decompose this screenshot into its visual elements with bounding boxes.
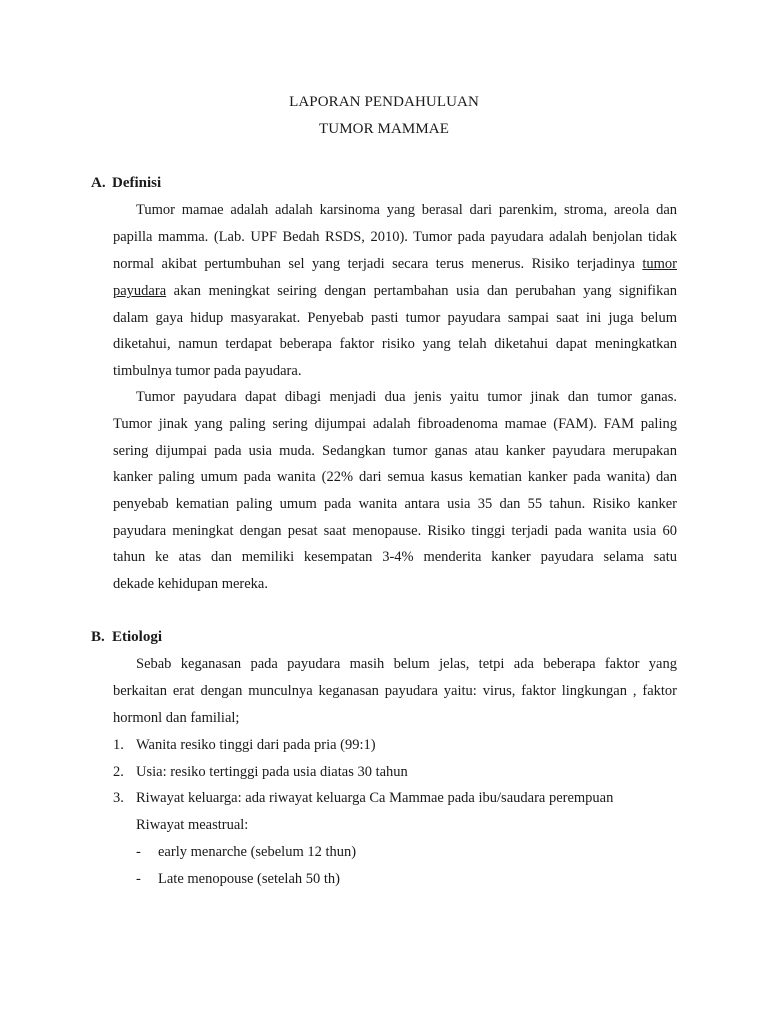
paragraph-line: payudara meningkat dengan pesat saat menopause. Risiko tinggi terjadi pada wanita usia 60 [113,523,677,539]
paragraph-line: berkaitan erat dengan munculnya keganasan payudara yaitu: virus, faktor lingkungan , faktor [113,683,677,699]
section-b-title: Etiologi [112,629,163,645]
paragraph-line: papilla mamma. (Lab. UPF Bedah RSDS, 2010). Tumor pada payudara adalah benjolan tidak [113,229,677,245]
sublist-bullet: - [136,844,141,860]
list-item: Usia: resiko tertinggi pada usia diatas 30 tahun [136,764,408,780]
paragraph-line: Tumor jinak yang paling sering dijumpai adalah fibroadenoma mamae (FAM). FAM paling [113,416,677,432]
paragraph-line [113,255,677,273]
document-subtitle: TUMOR MAMMAE [319,121,449,137]
paragraph-text: normal akibat pertumbuhan sel yang terjadi secara terus menerus. Risiko terjadinya [113,256,635,272]
paragraph-line: dekade kehidupan mereka. [113,576,268,592]
paragraph-line: Tumor payudara dapat dibagi menjadi dua jenis yaitu tumor jinak dan tumor ganas. [136,389,677,405]
sublist-bullet: - [136,871,141,887]
section-a-heading [91,175,161,192]
paragraph-line: dalam gaya hidup masyarakat. Penyebab pasti tumor payudara sampai saat ini juga belum [113,310,677,326]
underlined-term: tumor [642,256,677,272]
section-b-heading [91,629,162,646]
document-title: LAPORAN PENDAHULUAN [289,94,479,110]
sublist-title: Riwayat meastrual: [136,817,249,833]
list-number: 1. [113,737,124,753]
list-item: Riwayat keluarga: ada riwayat keluarga Ca Mammae pada ibu/saudara perempuan [136,790,614,806]
paragraph-line [113,282,677,300]
section-a-letter: A. [91,175,106,191]
section-a-title: Definisi [112,175,162,191]
section-b-letter: B. [91,629,105,645]
paragraph-line: Tumor mamae adalah adalah karsinoma yang berasal dari parenkim, stroma, areola dan [136,202,677,218]
list-number: 2. [113,764,124,780]
paragraph-line: diketahui, namun terdapat beberapa faktor risiko yang telah diketahui dapat meningkatkan [113,336,677,352]
paragraph-line: tahun ke atas dan memiliki kesempatan 3-4% menderita kanker payudara selama satu [113,549,677,565]
paragraph-line: kanker paling umum pada wanita (22% dari semua kasus kematian kanker pada wanita) dan [113,469,677,485]
paragraph-line: hormonl dan familial; [113,710,240,726]
paragraph-line: sering dijumpai pada usia muda. Sedangkan tumor ganas atau kanker payudara merupakan [113,443,677,459]
sublist-item: early menarche (sebelum 12 thun) [158,844,357,860]
list-item: Wanita resiko tinggi dari pada pria (99:1) [136,737,376,753]
paragraph-text: akan meningkat seiring dengan pertambahan usia dan perubahan yang signifikan [173,283,677,299]
sublist-item: Late menopouse (setelah 50 th) [158,871,340,887]
underlined-term: payudara [113,283,167,299]
paragraph-line: timbulnya tumor pada payudara. [113,363,302,379]
paragraph-line: Sebab keganasan pada payudara masih belum jelas, tetpi ada beberapa faktor yang [136,656,677,672]
paragraph-line: penyebab kematian paling umum pada wanita antara usia 35 dan 55 tahun. Risiko kanker [113,496,677,512]
list-number: 3. [113,790,124,806]
